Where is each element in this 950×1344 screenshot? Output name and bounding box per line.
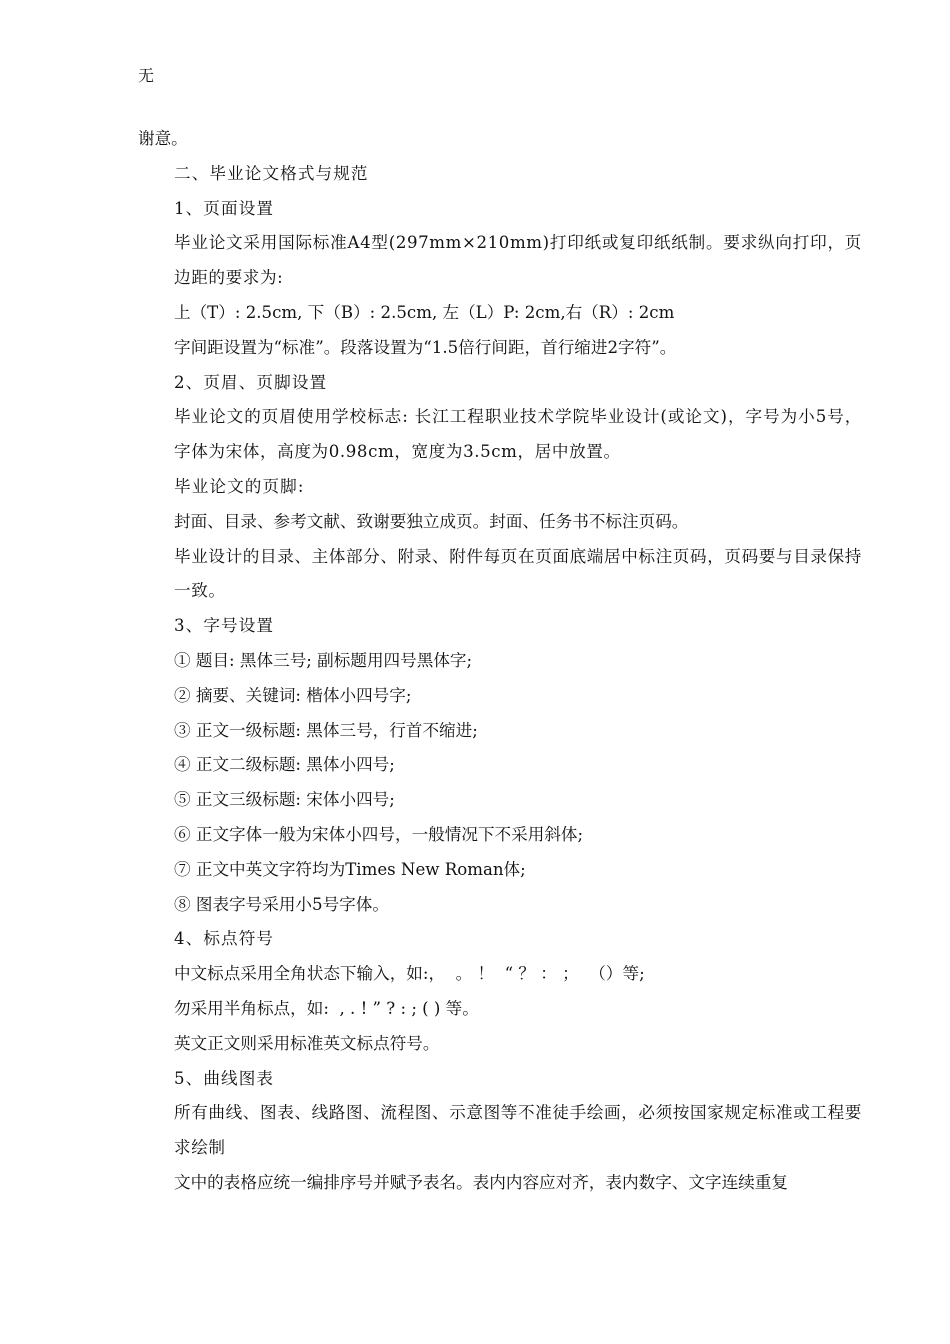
list-item: ② 摘要、关键词: 楷体小四号字; (174, 685, 412, 705)
paragraph: 上（T）: 2.5cm, 下（B）: 2.5cm, 左（L）P: 2cm,右（R）: 2cm (174, 302, 675, 322)
paragraph: 毕业论文的页眉使用学校标志: 长江工程职业技术学院毕业设计(或论文)，字号为小5号，字体为宋体，高度为0.98cm，宽度为3.5cm，居中放置。 (174, 407, 862, 462)
list-item: ⑥ 正文字体一般为宋体小四号，一般情况下不采用斜体; (174, 824, 584, 844)
list-item: ⑧ 图表字号采用小5号字体。 (174, 894, 389, 914)
subsection-heading: 5、曲线图表 (174, 1068, 275, 1088)
paragraph: 勿采用半角标点，如: , . ! ” ? : ; ( ) 等。 (174, 998, 479, 1018)
subsection-heading: 3、字号设置 (174, 616, 275, 636)
list-item: ④ 正文二级标题: 黑体小四号; (174, 755, 395, 775)
paragraph: 英文正文则采用标准英文标点符号。 (174, 1033, 440, 1053)
list-item: ① 题目: 黑体三号; 副标题用四号黑体字; (174, 650, 473, 670)
list-item: ⑤ 正文三级标题: 宋体小四号; (174, 790, 395, 810)
paragraph: 所有曲线、图表、线路图、流程图、示意图等不准徒手绘画，必须按国家规定标准或工程要求绘制 (174, 1103, 862, 1158)
list-item: ③ 正文一级标题: 黑体三号，行首不缩进; (174, 720, 478, 740)
subsection-heading: 1、页面设置 (174, 198, 275, 218)
paragraph-continuation: 谢意。 (138, 129, 188, 148)
paragraph: 字间距设置为“标准”。段落设置为“1.5倍行间距，首行缩进2字符”。 (174, 337, 677, 357)
header-mark: 无 (138, 66, 155, 85)
section-heading: 二、毕业论文格式与规范 (174, 163, 369, 183)
paragraph: 封面、目录、参考文献、致谢要独立成页。封面、任务书不标注页码。 (174, 511, 689, 531)
document-body (138, 122, 862, 1201)
paragraph: 文中的表格应统一编排序号并赋予表名。表内内容应对齐，表内数字、文字连续重复 (174, 1172, 788, 1192)
paragraph: 毕业论文的页脚: (174, 476, 305, 496)
subsection-heading: 4、标点符号 (174, 929, 275, 949)
list-item: ⑦ 正文中英文字符均为Times New Roman体; (174, 859, 526, 879)
subsection-heading: 2、页眉、页脚设置 (174, 372, 328, 392)
paragraph: 中文标点采用全角状态下输入，如:， 。 ！ “ ？ ： ； （）等; (174, 964, 645, 984)
paragraph: 毕业设计的目录、主体部分、附录、附件每页在页面底端居中标注页码，页码要与目录保持一致。 (174, 546, 862, 601)
paragraph: 毕业论文采用国际标准A4型(297mm×210mm)打印纸或复印纸纸制。要求纵向打印，页边距的要求为: (174, 233, 862, 288)
